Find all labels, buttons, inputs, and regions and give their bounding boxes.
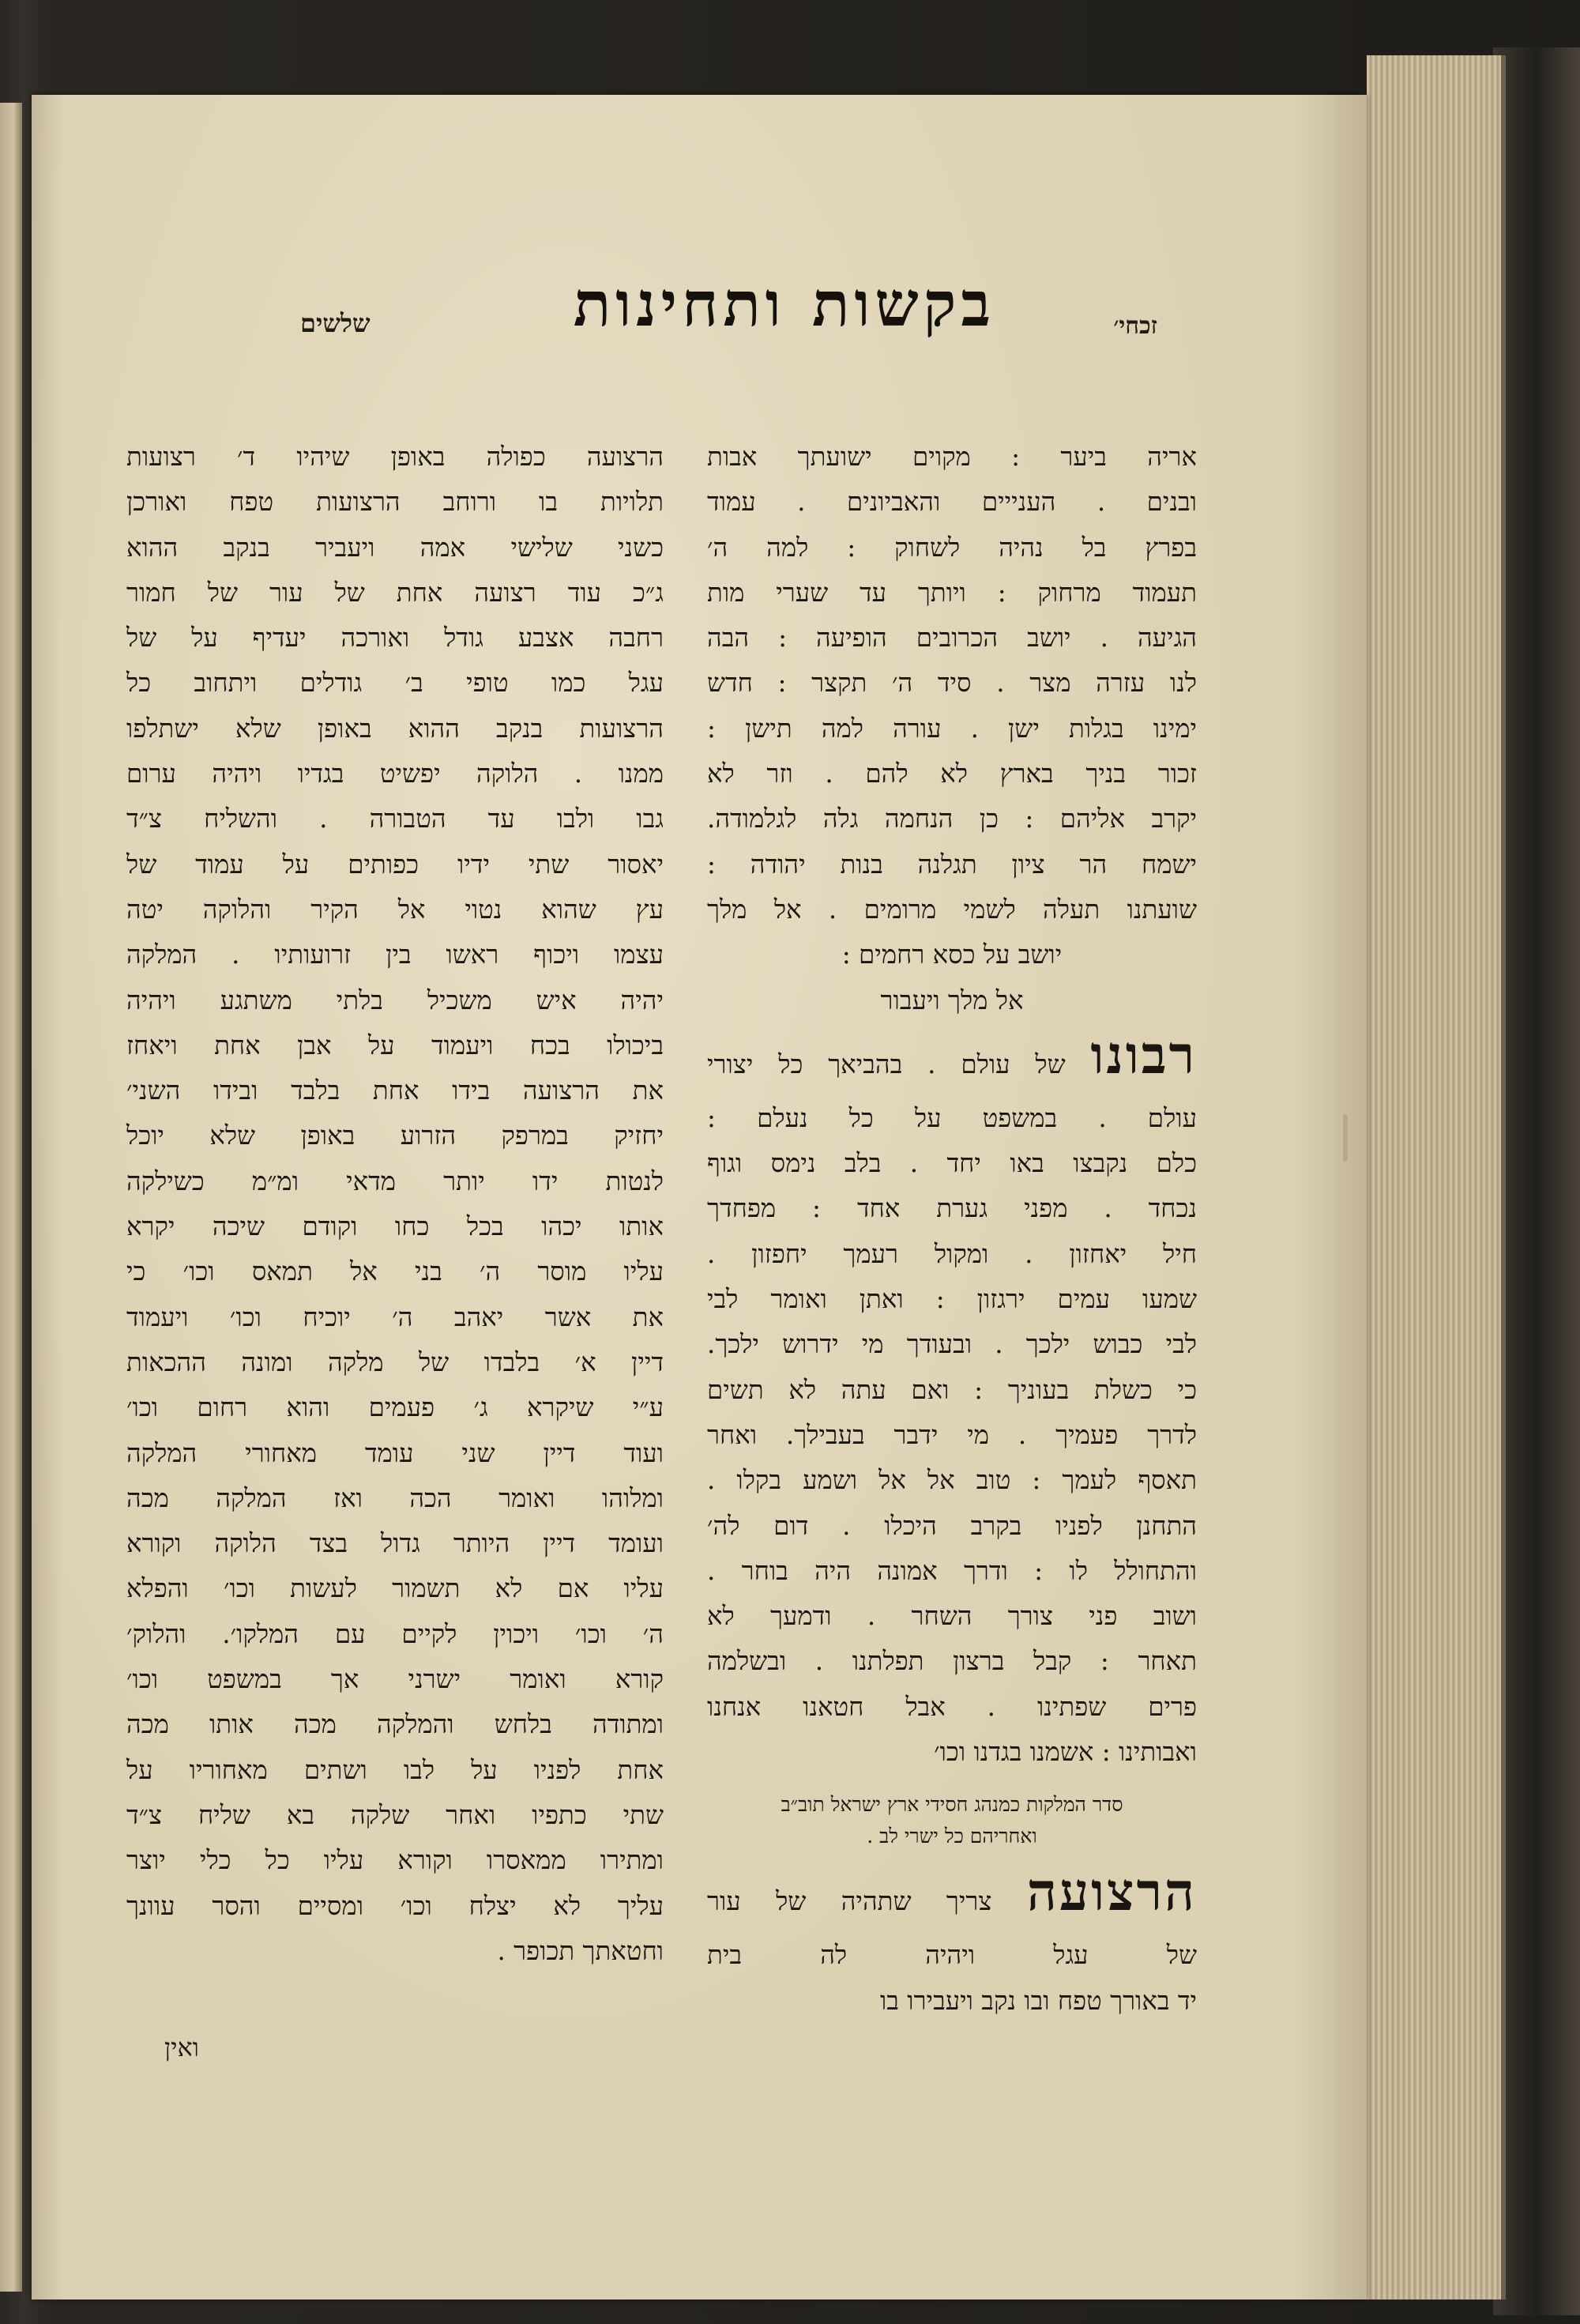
- right-column-line: התחנן לפניו בקרב היכלו . דום לה׳: [707, 1510, 1197, 1541]
- left-column-line: ביכולו בכח ויעמוד על אבן אחת ויאחז: [126, 1030, 664, 1060]
- left-column-line: קורא ואומר ישרני אך במשפט וכו׳: [126, 1664, 664, 1695]
- right-column-line: לנו עזרה מצר . סיד ה׳ תקצר : חדש: [707, 668, 1197, 699]
- right-column-line: תאחר : קבל ברצון תפלתנו . ובשלמה: [707, 1646, 1197, 1677]
- left-column-line: עליו אם לא תשמור לעשות וכו׳ והפלא: [126, 1573, 664, 1604]
- right-column-line: ואבותינו : אשמנו בגדנו וכו׳: [934, 1737, 1197, 1768]
- page-title: בקשות ותחינות: [573, 269, 995, 341]
- left-column-line: את אשר יאהב ה׳ יוכיח וכו׳ ויעמוד: [126, 1301, 664, 1332]
- section-heading: [707, 1789, 1197, 1852]
- left-column-line: דיין א׳ בלבדו של מלקה ומונה ההכאות: [126, 1347, 664, 1377]
- right-column-line: זכור בניך בארץ לא להם . וזר לא: [707, 759, 1197, 789]
- right-column-line: כי כשלת בעוניך : ואם עתה לא תשים: [707, 1374, 1197, 1405]
- right-column-line: יקרב אליהם : כן הנחמה גלה לגלמודה.: [707, 804, 1197, 834]
- left-column-line: ה׳ וכו׳ ויכוין לקיים עם המלקו׳. והלוק׳: [126, 1618, 664, 1649]
- left-column-line: ג״כ עוד רצועה אחת של עור של חמור: [126, 577, 664, 608]
- previous-page-edge: [0, 103, 22, 2292]
- right-column-line: אריה ביער : מקוים ישועתך אבות: [707, 442, 1197, 472]
- left-column-line: ומלוהו ואומר הכה ואז המלקה מכה: [126, 1482, 664, 1513]
- right-column-line: עולם . במשפט על כל נעלם :: [707, 1102, 1197, 1133]
- left-column-line: אותו יכהו בכל כחו וקודם שיכה יקרא: [126, 1211, 664, 1242]
- right-column-line: יושב על כסא רחמים :: [841, 940, 1063, 970]
- right-column-line: פרים שפתינו . אבל חטאנו אנחנו: [707, 1691, 1197, 1722]
- left-column-line: כשני שלישי אמה ויעביר בנקב ההוא: [126, 532, 664, 563]
- left-column-line: תלויות בו ורוחב הרצועות טפח ואורכן: [126, 487, 664, 518]
- left-column-line: יחזיק במרפק הזרוע באופן שלא יוכל: [126, 1121, 664, 1151]
- running-head: [32, 269, 1367, 356]
- left-column-lines: [126, 435, 664, 1974]
- opening-word: הרצועה: [1026, 1861, 1197, 1923]
- right-column-after-line: של עגל ויהיה לה בית: [707, 1940, 1197, 1971]
- left-column-line: עץ שהוא נטוי אל הקיר והלוקה יטה: [126, 894, 664, 925]
- right-column-line: חיל יאחזון . ומקול רעמך יחפזון .: [707, 1238, 1197, 1269]
- left-column-line: ועומד דיין היותר גדול בצד הלוקה וקורא: [126, 1528, 664, 1559]
- left-column-line: ע״י שיקרא ג׳ פעמים והוא רחום וכו׳: [126, 1392, 664, 1423]
- right-column-line: לבי כבוש ילכך . ובעודך מי ידרוש ילכך.: [707, 1329, 1197, 1360]
- left-column-line: עצמו ויכוף ראשו בין זרועותיו . המלקה: [126, 940, 664, 970]
- catchword: ואין: [164, 2032, 199, 2062]
- left-column-line: ומתירו ממאסרו וקורא עליו כל כלי יוצר: [126, 1845, 664, 1876]
- right-text-column: [707, 435, 1197, 2024]
- left-column-line: גבו ולבו עד הטבורה . והשליח צ״ד: [126, 804, 664, 834]
- right-column-line: ישמח הר ציון תגלנה בנות יהודה :: [707, 849, 1197, 880]
- left-column-line: הרצועות בנקב ההוא באופן שלא ישתלפו: [126, 713, 664, 744]
- left-column-line: ומתודה בלחש והמלקה מכה אותו מכה: [126, 1709, 664, 1740]
- left-column-line: לנטות ידו יותר מדאי ומ״מ כשילקה: [126, 1166, 664, 1196]
- right-column-line: נכחד . מפני גערת אחד : מפחדך: [707, 1193, 1197, 1224]
- left-text-column: [126, 435, 664, 1974]
- left-column-line: הרצועה כפולה באופן שיהיו ד׳ רצועות: [126, 442, 664, 472]
- right-column-line: שועתנו תעלה לשמי מרומים . אל מלך: [707, 894, 1197, 925]
- right-column-lines: [707, 435, 1197, 1775]
- page-number-word: שלשים: [300, 308, 371, 338]
- left-column-line: ועוד דיין שני עומד מאחורי המלקה: [126, 1437, 664, 1468]
- left-column-line: ממנו . הלוקה יפשיט בגדיו ויהיה ערום: [126, 759, 664, 789]
- book-page: [32, 95, 1367, 2300]
- page-stack-edges: [1367, 55, 1506, 2300]
- left-column-line: יהיה איש משכיל בלתי משתגע ויהיה: [126, 985, 664, 1015]
- right-column-line: ימינו בגלות ישן . עורה למה תישן :: [707, 713, 1197, 744]
- right-column-line: ובנים . הענייים והאביונים . עמוד: [707, 487, 1197, 518]
- section-heading-line-1: סדר המלקות כמנהג חסידי ארץ ישראל תוב״ב: [781, 1793, 1123, 1817]
- right-column-line: שמעו עמים ירגזון : ואתן ואומר לבי: [707, 1284, 1197, 1315]
- left-column-line: עליו מוסר ה׳ בני אל תמאס וכו׳ כי: [126, 1256, 664, 1287]
- opening-word: רבונו: [1090, 1023, 1197, 1086]
- left-column-line: רחבה אצבע גודל ואורכה יעדיף על של: [126, 623, 664, 654]
- left-column-line: יאסור שתי ידיו כפותים על עמוד של: [126, 849, 664, 880]
- section-heading-line-2: ואחריהם כל ישרי לב .: [867, 1825, 1037, 1848]
- right-column-line: תאסף לעמך : טוב אל אל ושמע בקלו .: [707, 1465, 1197, 1496]
- book-cover-edge: [1493, 47, 1580, 2315]
- right-column-line: אל מלך ויעבור: [880, 985, 1024, 1015]
- right-column-line: בפרץ בל נהיה לשחוק : למה ה׳: [707, 532, 1197, 563]
- right-column-line: הגיעה . יושב הכרובים הופיעה : הבה: [707, 623, 1197, 654]
- right-column-lines-after: [707, 1860, 1197, 2024]
- folio-label: זכחי׳: [1113, 312, 1157, 340]
- right-column-line: כלם נקבצו באו יחד . בלב נימס וגוף: [707, 1148, 1197, 1179]
- left-column-line: את הרצועה בידו אחת בלבד ובידו השני׳: [126, 1075, 664, 1106]
- right-column-after-line: יד באורך טפח ובו נקב ויעבירו בו: [879, 1985, 1197, 2016]
- right-column-line: לדרך פעמיך . מי ידבר בעבילך. ואחר: [707, 1419, 1197, 1450]
- margin-mark: [1343, 1114, 1348, 1162]
- right-column-line: תעמוד מרחוק : ויותך עד שערי מות: [707, 577, 1197, 608]
- right-column-line: רבונו של עולם . בהביאך כל יצורי: [707, 1023, 1197, 1086]
- left-column-line: אחת לפניו על לבו ושתים מאחוריו על: [126, 1754, 664, 1785]
- left-column-line: וחטאתך תכופר .: [497, 1935, 664, 1966]
- right-column-line: והתחולל לו : ודרך אמונה היה בוחר .: [707, 1555, 1197, 1586]
- left-column-line: עליך לא יצלח וכו׳ ומסיים והסר עוונך: [126, 1890, 664, 1921]
- left-column-line: שתי כתפיו ואחר שלקה בא שליח צ״ד: [126, 1799, 664, 1830]
- left-column-line: עגל כמו טופי ב׳ גודלים ויתחוב כל: [126, 668, 664, 699]
- right-column-after-line: הרצועה צריך שתהיה של עור: [707, 1861, 1197, 1923]
- right-column-line: ושוב פני צורך השחר . ודמעך לא: [707, 1601, 1197, 1632]
